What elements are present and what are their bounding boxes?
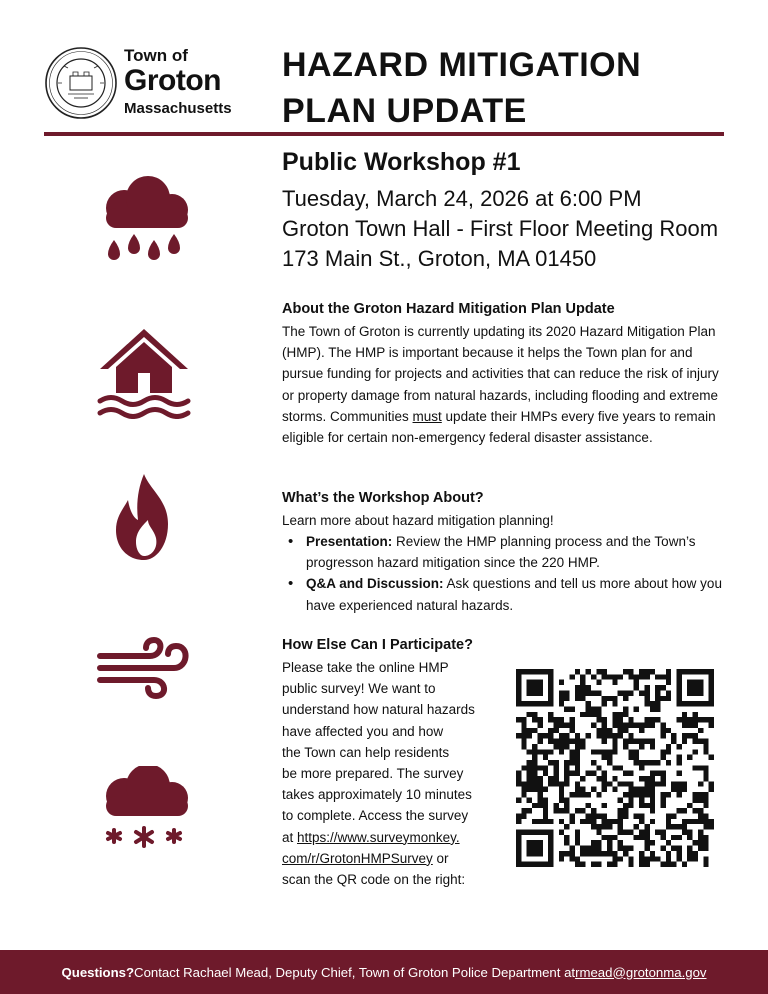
page-title bbox=[282, 42, 742, 134]
survey-link[interactable]: https://www.surveymonkey. bbox=[297, 829, 460, 845]
event-venue: Groton Town Hall - First Floor Meeting Room bbox=[282, 216, 719, 241]
bullet-label: Q&A and Discussion: bbox=[306, 576, 444, 592]
workshop-title: Public Workshop #1 bbox=[282, 148, 521, 176]
bullet-text: Ask questions and tell us more about how you have experienced natural hazards. bbox=[306, 576, 722, 613]
bullet-label: Presentation: bbox=[306, 534, 393, 549]
survey-link-line bbox=[282, 848, 502, 869]
snow-cloud-icon bbox=[92, 766, 196, 856]
footer-text: Contact Rachael Mead, Deputy Chief, Town of Groton Police Department at bbox=[134, 964, 576, 980]
rain-cloud-icon bbox=[92, 176, 196, 266]
participate-line: public survey! We want to bbox=[282, 681, 436, 697]
participate-line: understand how natural hazards bbox=[282, 702, 475, 718]
about-text-before: The Town of Groton is currently updating its 2020 Hazard Mitigation Plan (HMP). The HMP is important because it helps the Town plan for and pursue funding for projects and activities that can reduce the risk of injury or property damage from natural hazards, including flooding and extreme storms. Communities bbox=[282, 324, 719, 424]
workshop-bullet-list bbox=[282, 531, 726, 616]
participate-line: the Town can help residents bbox=[282, 744, 450, 760]
header-divider bbox=[44, 132, 724, 136]
wind-icon bbox=[92, 634, 196, 700]
about-heading: About the Groton Hazard Mitigation Plan Update bbox=[282, 301, 615, 317]
survey-link-line bbox=[282, 827, 502, 848]
footer-bar bbox=[0, 950, 768, 994]
qr-code-icon[interactable] bbox=[516, 668, 714, 868]
workshop-heading: What’s the Workshop About? bbox=[282, 490, 484, 506]
participate-closing: scan the QR code on the right: bbox=[282, 872, 466, 888]
town-seal-icon bbox=[44, 46, 118, 120]
logo-town-name: Groton bbox=[124, 64, 221, 97]
bullet-text: Review the HMP planning process and the Town’s progresson hazard mitigation since the 220 HMP. bbox=[306, 534, 696, 571]
title-line-2: PLAN UPDATE bbox=[282, 92, 527, 130]
workshop-intro: Learn more about hazard mitigation planning! bbox=[282, 513, 554, 528]
footer-label: Questions? bbox=[61, 964, 135, 980]
about-text-after: update their HMPs every five years to remain eligible for certain non-emergency federal disaster assistance. bbox=[282, 408, 716, 446]
link-suffix: or bbox=[432, 850, 449, 866]
participate-line: to complete. Access the survey bbox=[282, 808, 469, 824]
participate-line: be more prepared. The survey bbox=[282, 766, 464, 782]
fire-icon bbox=[92, 472, 196, 562]
logo-state: Massachusetts bbox=[124, 100, 232, 117]
footer-email-link[interactable]: rmead@grotonma.gov bbox=[575, 964, 707, 980]
title-line-1: HAZARD MITIGATION bbox=[282, 46, 642, 84]
list-item bbox=[282, 531, 726, 573]
participate-line: Please take the online HMP bbox=[282, 660, 449, 675]
flooded-house-icon bbox=[92, 327, 196, 419]
event-date: Tuesday, March 24, 2026 at 6:00 PM bbox=[282, 186, 642, 211]
event-address: 173 Main St., Groton, MA 01450 bbox=[282, 246, 597, 271]
survey-link-continued[interactable]: com/r/GrotonHMPSurvey bbox=[282, 850, 433, 866]
about-emphasis: must bbox=[412, 408, 442, 424]
participate-line: have affected you and how bbox=[282, 723, 444, 739]
participate-paragraph bbox=[282, 657, 502, 890]
participate-line: takes approximately 10 minutes bbox=[282, 787, 472, 803]
about-paragraph bbox=[282, 321, 726, 448]
participate-heading: How Else Can I Participate? bbox=[282, 637, 473, 653]
list-item bbox=[282, 573, 726, 615]
link-prefix: at bbox=[282, 829, 298, 845]
logo-town-of: Town of bbox=[124, 46, 188, 65]
